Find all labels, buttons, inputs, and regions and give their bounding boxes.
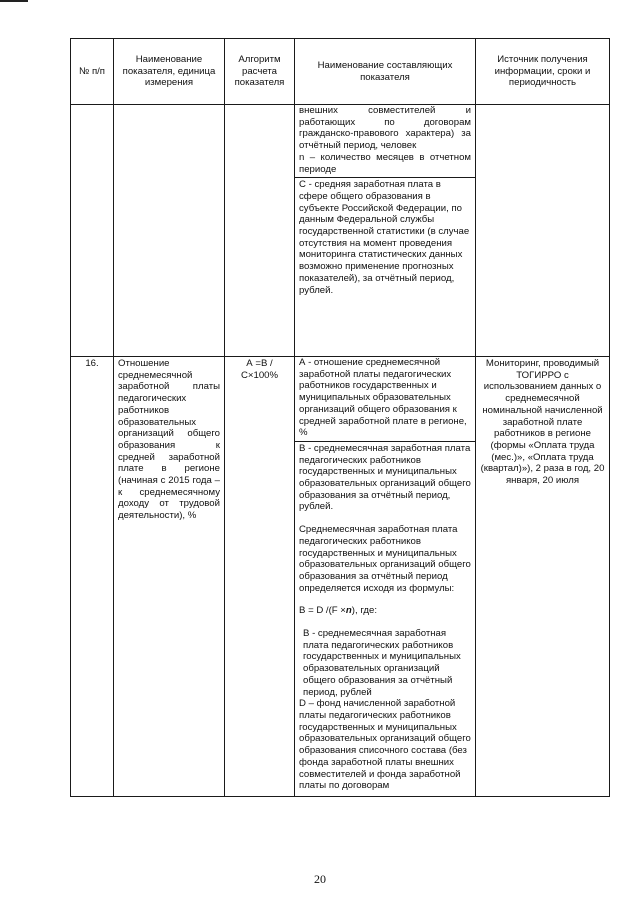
table-row-continuation	[71, 105, 610, 357]
row-16-algorithm: А =В / С×100%	[225, 357, 295, 797]
component-c-def: С - средняя заработная плата в сфере общего образования в субъекте Российской Федерации, по данным Федеральной службы государственной статистики (в случае отсутствия на момент проведения мониторинга статистических данных возможно применение прогнозных показателей), за отчётный период, рублей.	[295, 177, 475, 298]
cell-source-empty	[476, 105, 610, 357]
cell-name-empty	[114, 105, 225, 357]
cell-components-continuation	[295, 105, 476, 357]
header-source: Источник получения информации, сроки и периодичность	[476, 39, 610, 105]
component-continued-def: внешних совместителей и работающих по договорам гражданско-правового характера) за отчётный период, человек n – количество месяцев в отчетном периоде	[299, 105, 471, 175]
cell-algorithm-empty	[225, 105, 295, 357]
table-header-row	[71, 39, 610, 105]
corner-mark	[0, 0, 28, 2]
header-name: Наименование показателя, единица измерения	[114, 39, 225, 105]
component-a-def: А - отношение среднемесячной заработной платы педагогических работников государственных и муниципальных образовательных организаций общего образования к средней заработной плате в регионе, %	[299, 357, 467, 439]
formula: В = D /(F ×n), где:	[299, 605, 377, 617]
component-b-def: В - среднемесячная заработная плата педагогических работников государственных и муниципальных образовательных организаций общего образования за отчётный период, рублей. Среднемесячная заработная плата педагогических работников государственных и муниципальных образовательных организаций общего образования за отчётный период определяется исходя из формулы: В = D /(F ×n), где: В - среднемесячная заработная плата педагогических работников государственных и муниципальных образовательных организаций общего образования за отчётный период, рублей D – фонд начисленной заработной платы педагогических работников государственных и муниципальных образовательных организаций общего образования списочного состава (без фонда заработной платы внешних совместителей и фонда заработной платы по договорам	[295, 441, 475, 795]
row-16-number: 16.	[71, 357, 114, 797]
header-components: Наименование составляющих показателя	[295, 39, 476, 105]
row-16-source: Мониторинг, проводимый ТОГИРРО с использованием данных о среднемесячной номинальной начисленной заработной плате работников в регионе (формы «Оплата труда (мес.)», «Оплата труда (квартал)»), 2 раза в год, 20 января, 20 июля	[476, 357, 610, 797]
row-16-components	[295, 357, 476, 797]
header-algorithm: Алгоритм расчета показателя	[225, 39, 295, 105]
cell-num-empty	[71, 105, 114, 357]
table-row-16	[71, 357, 610, 797]
page-number: 20	[314, 872, 326, 886]
row-16-indicator-name: Отношение среднемесячной заработной платы педагогических работников образовательных организаций общего образования к средней заработной плате в регионе (начиная с 2015 года – к среднемесячному доходу от трудовой деятельности), %	[114, 357, 225, 797]
indicators-table	[70, 38, 610, 797]
header-num: № п/п	[71, 39, 114, 105]
